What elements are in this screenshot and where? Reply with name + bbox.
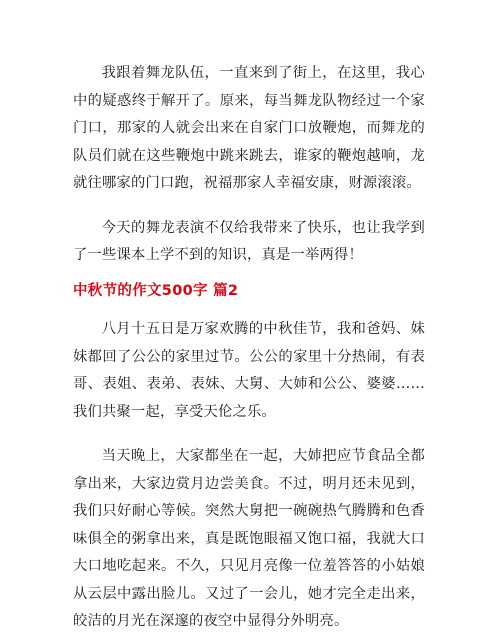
paragraph-dragon-street: 我跟着舞龙队伍，一直来到了街上，在这里，我心中的疑惑终于解开了。原来，每当舞龙队物经过一个家门口，那家的人就会出来在自家门口放鞭炮，而舞龙的队员们就在这些鞭炮中跳来跳去，谁家的鞭炮越响，龙就往哪家的门口跑，祝福那家人幸福安康，财源滚滚。: [73, 65, 425, 191]
section-heading: 中秋节的作文500字 篇2: [73, 282, 239, 299]
paragraph-mid-autumn-family: 八月十五日是万家欢腾的中秋佳节，我和爸妈、妹妹都回了公公的家里过节。公公的家里十分热闹，有表哥、表姐、表弟、表妹、大舅、大姉和公公、婆婆……我们共聚一起，享受天伦之乐。: [73, 321, 425, 420]
article-body: [73, 60, 425, 636]
paragraph-mid-autumn-evening: 当天晚上，大家都坐在一起，大姉把应节食品全都拿出来，大家边赏月边尝美食。不过，明月还未见到，我们只好耐心等候。突然大舅把一碗碗热气腾腾和色香味俱全的粥拿出来，真是既饱眼福又饱口福，我就大口大口地吃起来。不久，只见月亮像一位羞答答的小姑娘从云层中露出脸儿。又过了一会儿，她才完全走出来，皎洁的月光在深邃的夜空中显得分外明亮。: [73, 448, 425, 629]
paragraph-dragon-summary: 今天的舞龙表演不仅给我带来了快乐，也让我学到了一些课本上学不到的知识，真是一举两得！: [73, 219, 425, 263]
